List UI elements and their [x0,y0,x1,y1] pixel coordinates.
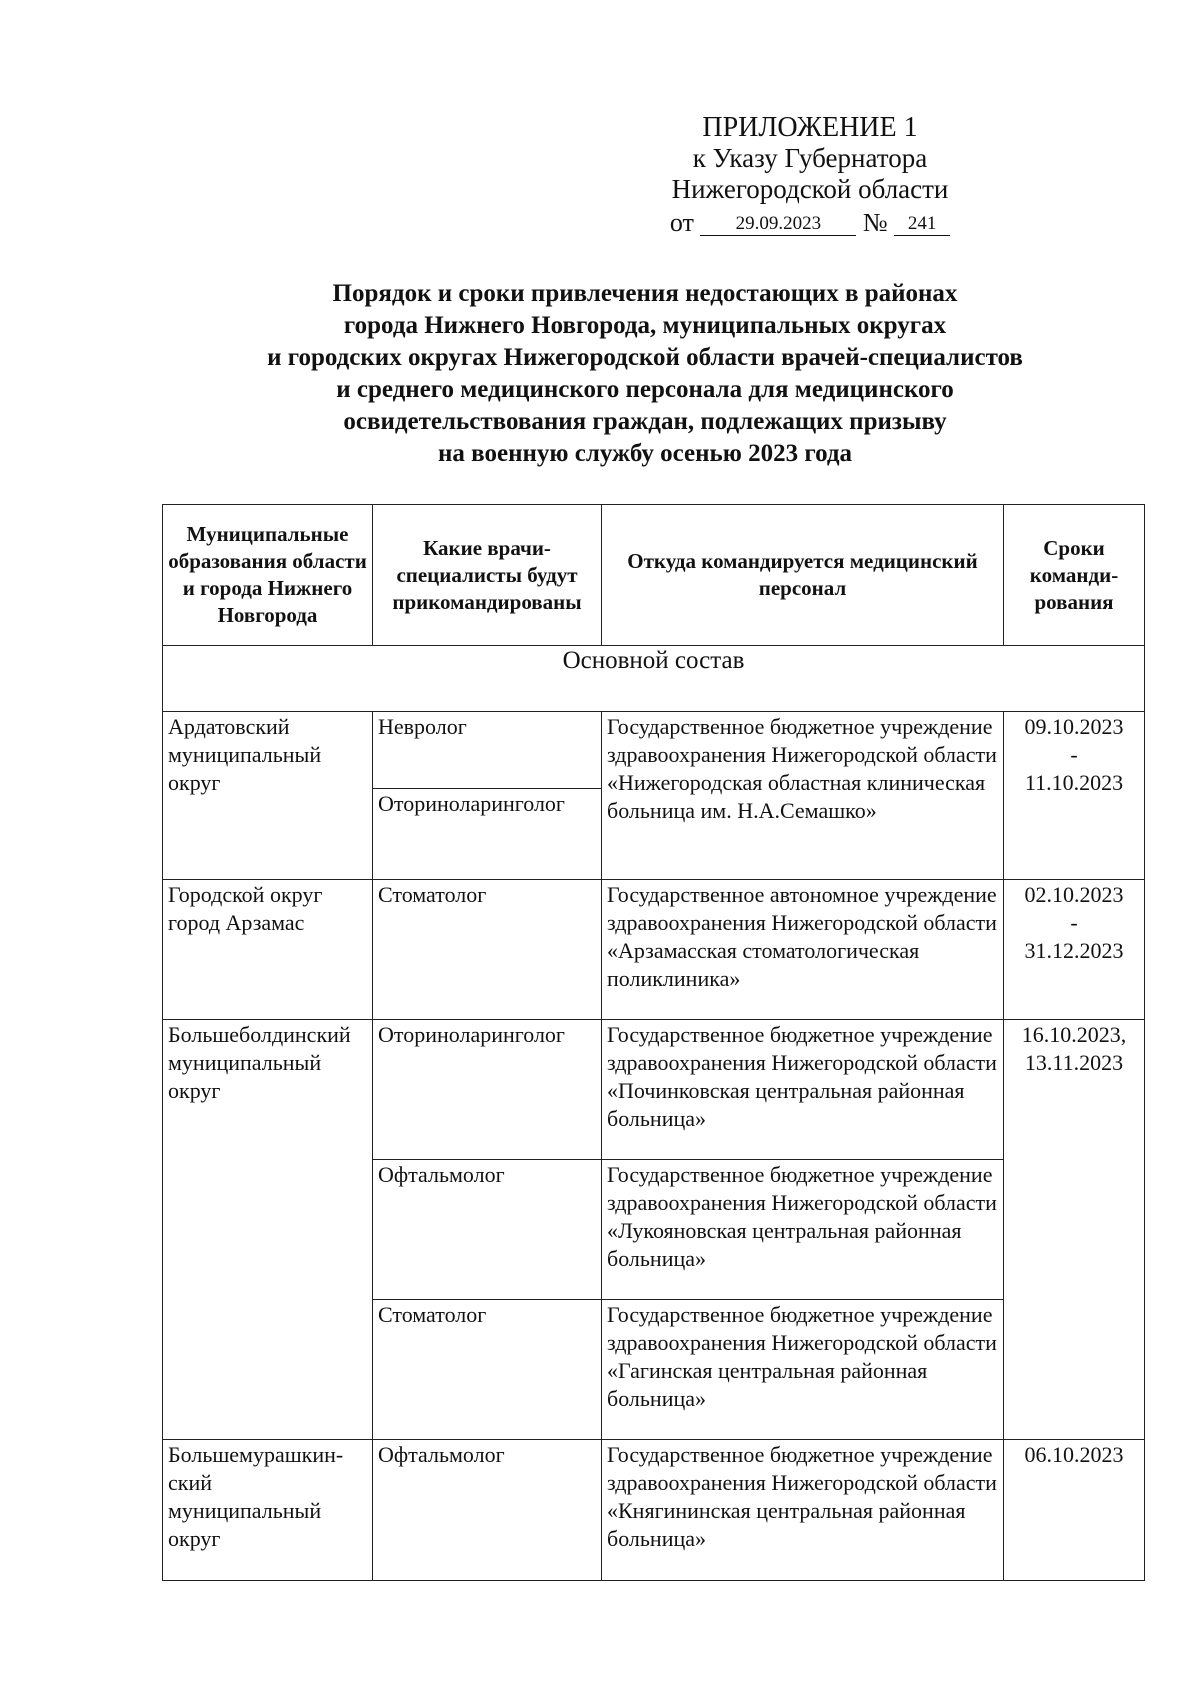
section-row [163,646,1145,712]
specialist-cell: Офтальмолог [373,1440,602,1581]
title-line-3: и городских округах Нижегородской области врачей-специалистов [267,344,1023,371]
appendix-date-number [660,207,960,238]
appendix-title: ПРИЛОЖЕНИЕ 1 [702,112,918,143]
specialist-cell: Стоматолог [373,880,602,1020]
table-row [163,1440,1145,1581]
dates-cell: 16.10.2023, 13.11.2023 [1004,1020,1145,1440]
title-line-2: города Нижнего Новгорода, муниципальных округах [343,312,947,339]
appendix-decree-ref: к Указу Губернатора [692,143,928,173]
decree-number: 241 [894,213,950,236]
header-source: Откуда командируется медицинский персонал [602,505,1004,646]
dates-cell: 06.10.2023 [1004,1440,1145,1581]
table-row [163,1020,1145,1160]
document-title [150,278,1140,470]
title-line-4: и среднего медицинского персонала для медицинского [336,376,954,403]
specialist-cell: Оториноларинголог [373,1020,602,1160]
municipality-cell: Большемурашкин-ский муниципальный округ [163,1440,373,1581]
source-cell: Государственное бюджетное учреждение здравоохранения Нижегородской области «Нижегородская областная клиническая больница им. Н.А.Семашко» [602,712,1004,880]
dates-cell: 02.10.2023 - 31.12.2023 [1004,880,1145,1020]
municipality-cell: Большеболдинский муниципальный округ [163,1020,373,1440]
municipality-cell: Городской округ город Арзамас [163,880,373,1020]
from-label: от [669,208,694,237]
appendix-block [660,112,960,238]
source-cell: Государственное бюджетное учреждение здравоохранения Нижегородской области «Княгининская центральная районная больница» [602,1440,1004,1581]
section-title: Основной состав [163,646,1145,712]
source-cell: Государственное бюджетное учреждение здравоохранения Нижегородской области «Починковская центральная районная больница» [602,1020,1004,1160]
dates-cell: 09.10.2023 - 11.10.2023 [1004,712,1145,880]
title-line-5: освидетельствования граждан, подлежащих призыву [343,408,947,435]
table-row [163,712,1145,789]
municipality-cell: Ардатовский муниципальный округ [163,712,373,880]
header-dates: Сроки команди-рования [1004,505,1145,646]
source-cell: Государственное автономное учреждение здравоохранения Нижегородской области «Арзамасская стоматологическая поликлиника» [602,880,1004,1020]
header-municipality: Муниципальные образования области и города Нижнего Новгорода [163,505,373,646]
decree-date: 29.09.2023 [700,213,856,236]
specialist-cell: Оториноларинголог [373,789,602,880]
appendix-region: Нижегородской области [671,174,949,204]
specialist-cell: Невролог [373,712,602,789]
header-specialists: Какие врачи-специалисты будут прикомандированы [373,505,602,646]
table-header-row [163,505,1145,646]
source-cell: Государственное бюджетное учреждение здравоохранения Нижегородской области «Лукояновская центральная районная больница» [602,1160,1004,1300]
title-line-6: на военную службу осенью 2023 года [437,440,852,467]
specialist-cell: Стоматолог [373,1300,602,1440]
specialist-cell: Офтальмолог [373,1160,602,1300]
source-cell: Государственное бюджетное учреждение здравоохранения Нижегородской области «Гагинская центральная районная больница» [602,1300,1004,1440]
assignment-table [162,504,1145,1581]
table-row [163,880,1145,1020]
title-line-1: Порядок и сроки привлечения недостающих в районах [332,280,958,307]
number-label: № [862,208,888,237]
